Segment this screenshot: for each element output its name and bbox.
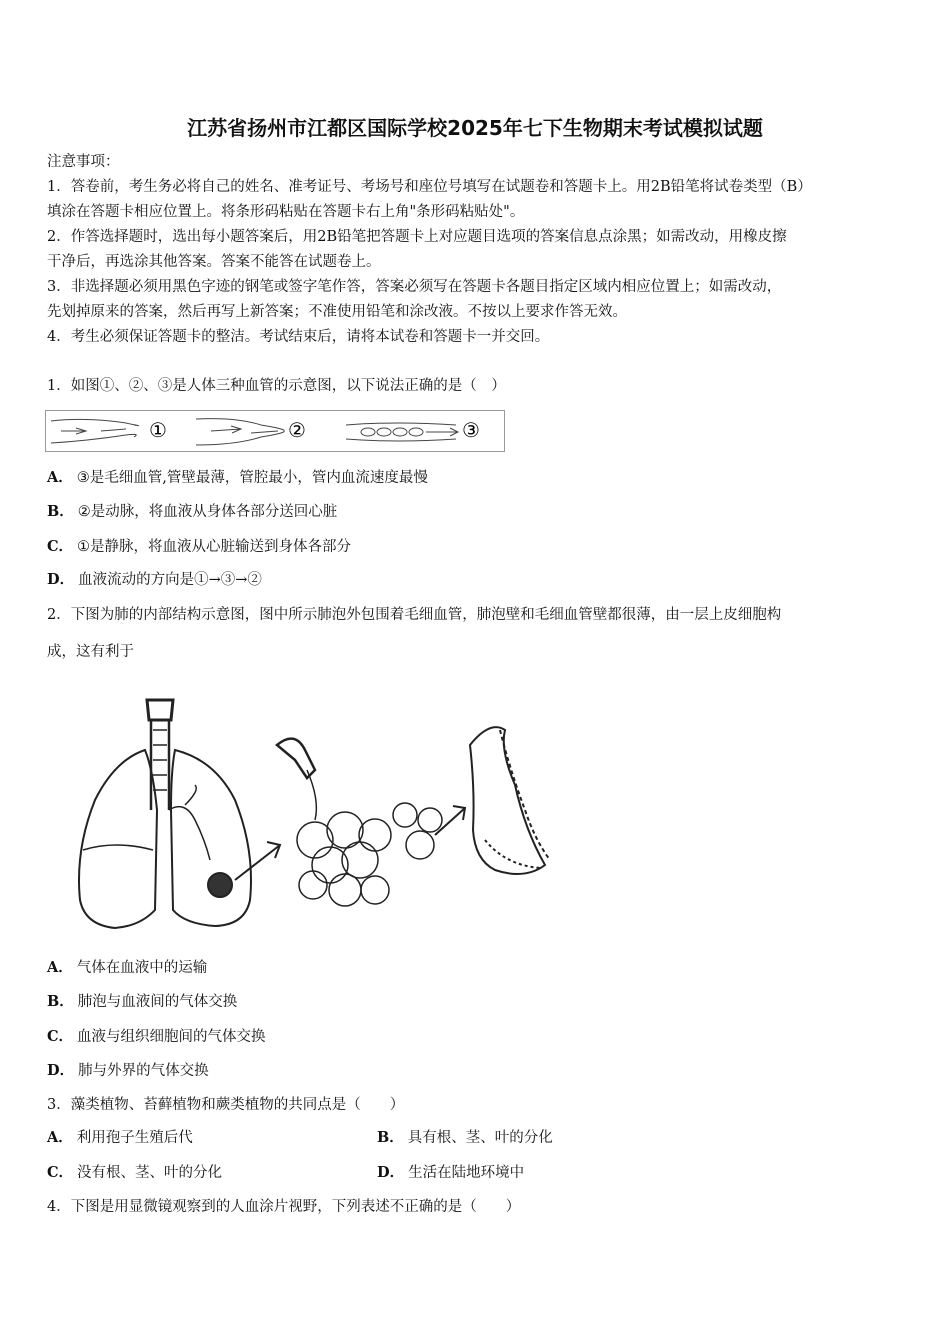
notice-line: 1．答卷前，考生务必将自己的姓名、准考证号、考场号和座位号填写在试题卷和答题卡上。用2B铅笔将试卷类型（B） [47, 179, 812, 195]
q2-option-c[interactable]: C． 血液与组织细胞间的气体交换 [47, 1028, 266, 1045]
q1-option-a[interactable]: A． ③是毛细血管,管壁最薄，管腔最小，管内血流速度最慢 [47, 469, 428, 486]
q2-stem-line-1: 2．下图为肺的内部结构示意图，图中所示肺泡外包围着毛细血管，肺泡壁和毛细血管壁都很薄，由一层上皮细胞构 [47, 607, 782, 623]
q3-stem: 3．藻类植物、苔藓植物和蕨类植物的共同点是（ ） [47, 1097, 405, 1113]
q3-option-c[interactable]: C． 没有根、茎、叶的分化 [47, 1164, 223, 1181]
notice-line: 4．考生必须保证答题卡的整洁。考试结束后，请将本试卷和答题卡一并交回。 [47, 329, 550, 345]
vessel-label-1: ① [149, 418, 167, 442]
q2-option-d[interactable]: D． 肺与外界的气体交换 [47, 1062, 209, 1079]
q2-option-a[interactable]: A． 气体在血液中的运输 [47, 959, 208, 976]
notice-line: 2．作答选择题时，选出每小题答案后，用2B铅笔把答题卡上对应题目选项的答案信息点涂黑；如需改动，用橡皮擦 [47, 229, 787, 245]
alveoli-cluster-drawing [277, 739, 465, 906]
page-title: 江苏省扬州市江都区国际学校2025年七下生物期末考试模拟试题 [187, 116, 763, 140]
lung-structure-figure [45, 690, 585, 935]
vessel-3-drawing [346, 423, 458, 441]
q2-stem-line-2: 成，这有利于 [47, 644, 134, 660]
q1-stem: 1．如图①、②、③是人体三种血管的示意图，以下说法正确的是（ ） [47, 378, 506, 394]
q3-option-a[interactable]: A． 利用孢子生殖后代 [47, 1129, 193, 1146]
vessel-1-drawing [51, 419, 139, 443]
notice-line: 干净后，再选涂其他答案。答案不能答在试题卷上。 [47, 254, 381, 270]
q1-option-d[interactable]: D． 血液流动的方向是①→③→② [47, 571, 262, 588]
q1-option-c[interactable]: C． ①是静脉，将血液从心脏输送到身体各部分 [47, 538, 352, 555]
vessel-label-2: ② [288, 418, 306, 442]
blood-vessel-figure [45, 410, 505, 452]
q1-option-b[interactable]: B． ②是动脉，将血液从身体各部分送回心脏 [47, 503, 338, 520]
q4-stem: 4．下图是用显微镜观察到的人血涂片视野，下列表述不正确的是（ ） [47, 1199, 521, 1215]
q3-option-b[interactable]: B． 具有根、茎、叶的分化 [377, 1129, 553, 1146]
notice-line: 3．非选择题必须用黑色字迹的钢笔或签字笔作答，答案必须写在答题卡各题目指定区域内相应位置上；如需改动， [47, 279, 782, 295]
vessel-label-3: ③ [462, 418, 480, 442]
q3-option-d[interactable]: D． 生活在陆地环境中 [377, 1164, 525, 1181]
alveolus-capillary-drawing [470, 727, 550, 874]
notice-line: 填涂在答题卡相应位置上。将条形码粘贴在答题卡右上角"条形码粘贴处"。 [47, 204, 525, 220]
lungs-drawing [79, 700, 280, 928]
vessel-2-drawing [196, 419, 284, 445]
notice-heading: 注意事项： [47, 154, 120, 170]
q2-option-b[interactable]: B． 肺泡与血液间的气体交换 [47, 993, 238, 1010]
notice-line: 先划掉原来的答案，然后再写上新答案；不准使用铅笔和涂改液。不按以上要求作答无效。 [47, 304, 627, 320]
